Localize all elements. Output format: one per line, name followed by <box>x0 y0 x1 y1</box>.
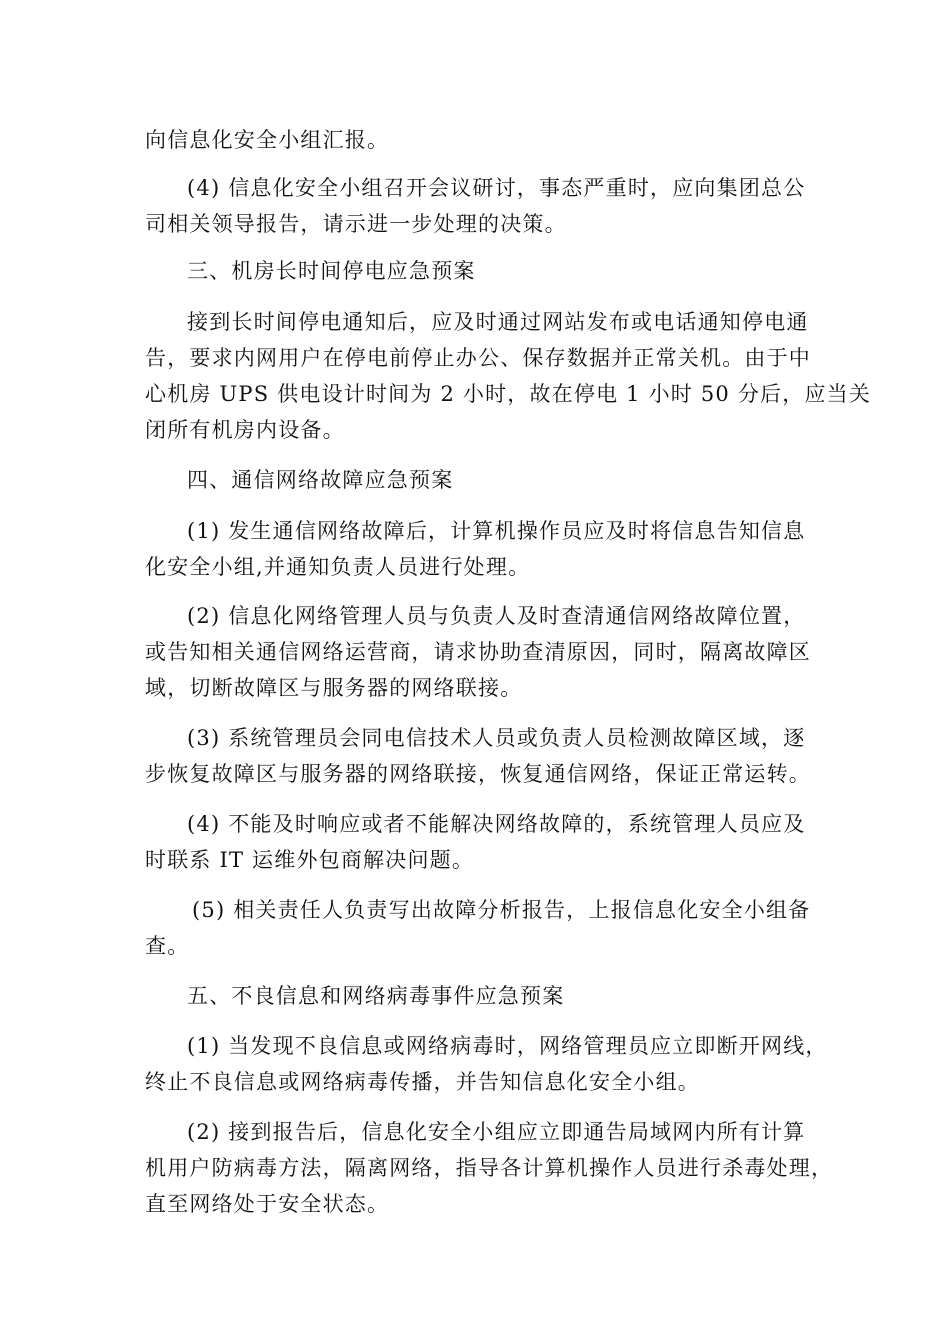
text-line: 化安全小组,并通知负责人员进行处理。 <box>145 555 531 579</box>
text-line: 域，切断故障区与服务器的网络联接。 <box>145 676 523 700</box>
text-line: 直至网络处于安全状态。 <box>145 1192 390 1216</box>
text-line: (4) 信息化安全小组召开会议研讨，事态严重时，应向集团总公 <box>187 176 806 200</box>
text-line: 闭所有机房内设备。 <box>145 418 345 442</box>
text-line: 机用户防病毒方法，隔离网络，指导各计算机操作人员进行杀毒处理， <box>145 1156 834 1180</box>
text-line: (4) 不能及时响应或者不能解决网络故障的，系统管理人员应及 <box>187 812 806 836</box>
text-line: (5) 相关责任人负责写出故障分析报告，上报信息化安全小组备 <box>192 898 811 922</box>
text-line: 终止不良信息或网络病毒传播，并告知信息化安全小组。 <box>145 1070 700 1094</box>
section-heading: 三、机房长时间停电应急预案 <box>187 259 476 283</box>
text-line: 心机房 UPS 供电设计时间为 2 小时，故在停电 1 小时 50 分后，应当关 <box>145 382 872 406</box>
text-line: 司相关领导报告，请示进一步处理的决策。 <box>145 212 567 236</box>
text-line: 告，要求内网用户在停电前停止办公、保存数据并正常关机。由于中 <box>145 346 811 370</box>
text-line: (1) 当发现不良信息或网络病毒时，网络管理员应立即断开网线， <box>187 1034 828 1058</box>
text-line: 步恢复故障区与服务器的网络联接，恢复通信网络，保证正常运转。 <box>145 762 811 786</box>
section-heading: 五、不良信息和网络病毒事件应急预案 <box>187 984 565 1008</box>
text-line: (2) 接到报告后，信息化安全小组应立即通告局域网内所有计算 <box>187 1120 806 1144</box>
text-line: (2) 信息化网络管理人员与负责人及时查清通信网络故障位置， <box>187 604 806 628</box>
text-line: 时联系 IT 运维外包商解决问题。 <box>145 848 475 872</box>
text-line: 向信息化安全小组汇报。 <box>145 128 390 152</box>
section-heading: 四、通信网络故障应急预案 <box>187 468 454 492</box>
text-line: 或告知相关通信网络运营商，请求协助查清原因，同时，隔离故障区 <box>145 640 811 664</box>
text-line: (3) 系统管理员会同电信技术人员或负责人员检测故障区域，逐 <box>187 726 806 750</box>
text-line: (1) 发生通信网络故障后，计算机操作员应及时将信息告知信息 <box>187 519 806 543</box>
text-line: 接到长时间停电通知后，应及时通过网站发布或电话通知停电通 <box>187 310 809 334</box>
text-line: 查。 <box>145 934 190 958</box>
